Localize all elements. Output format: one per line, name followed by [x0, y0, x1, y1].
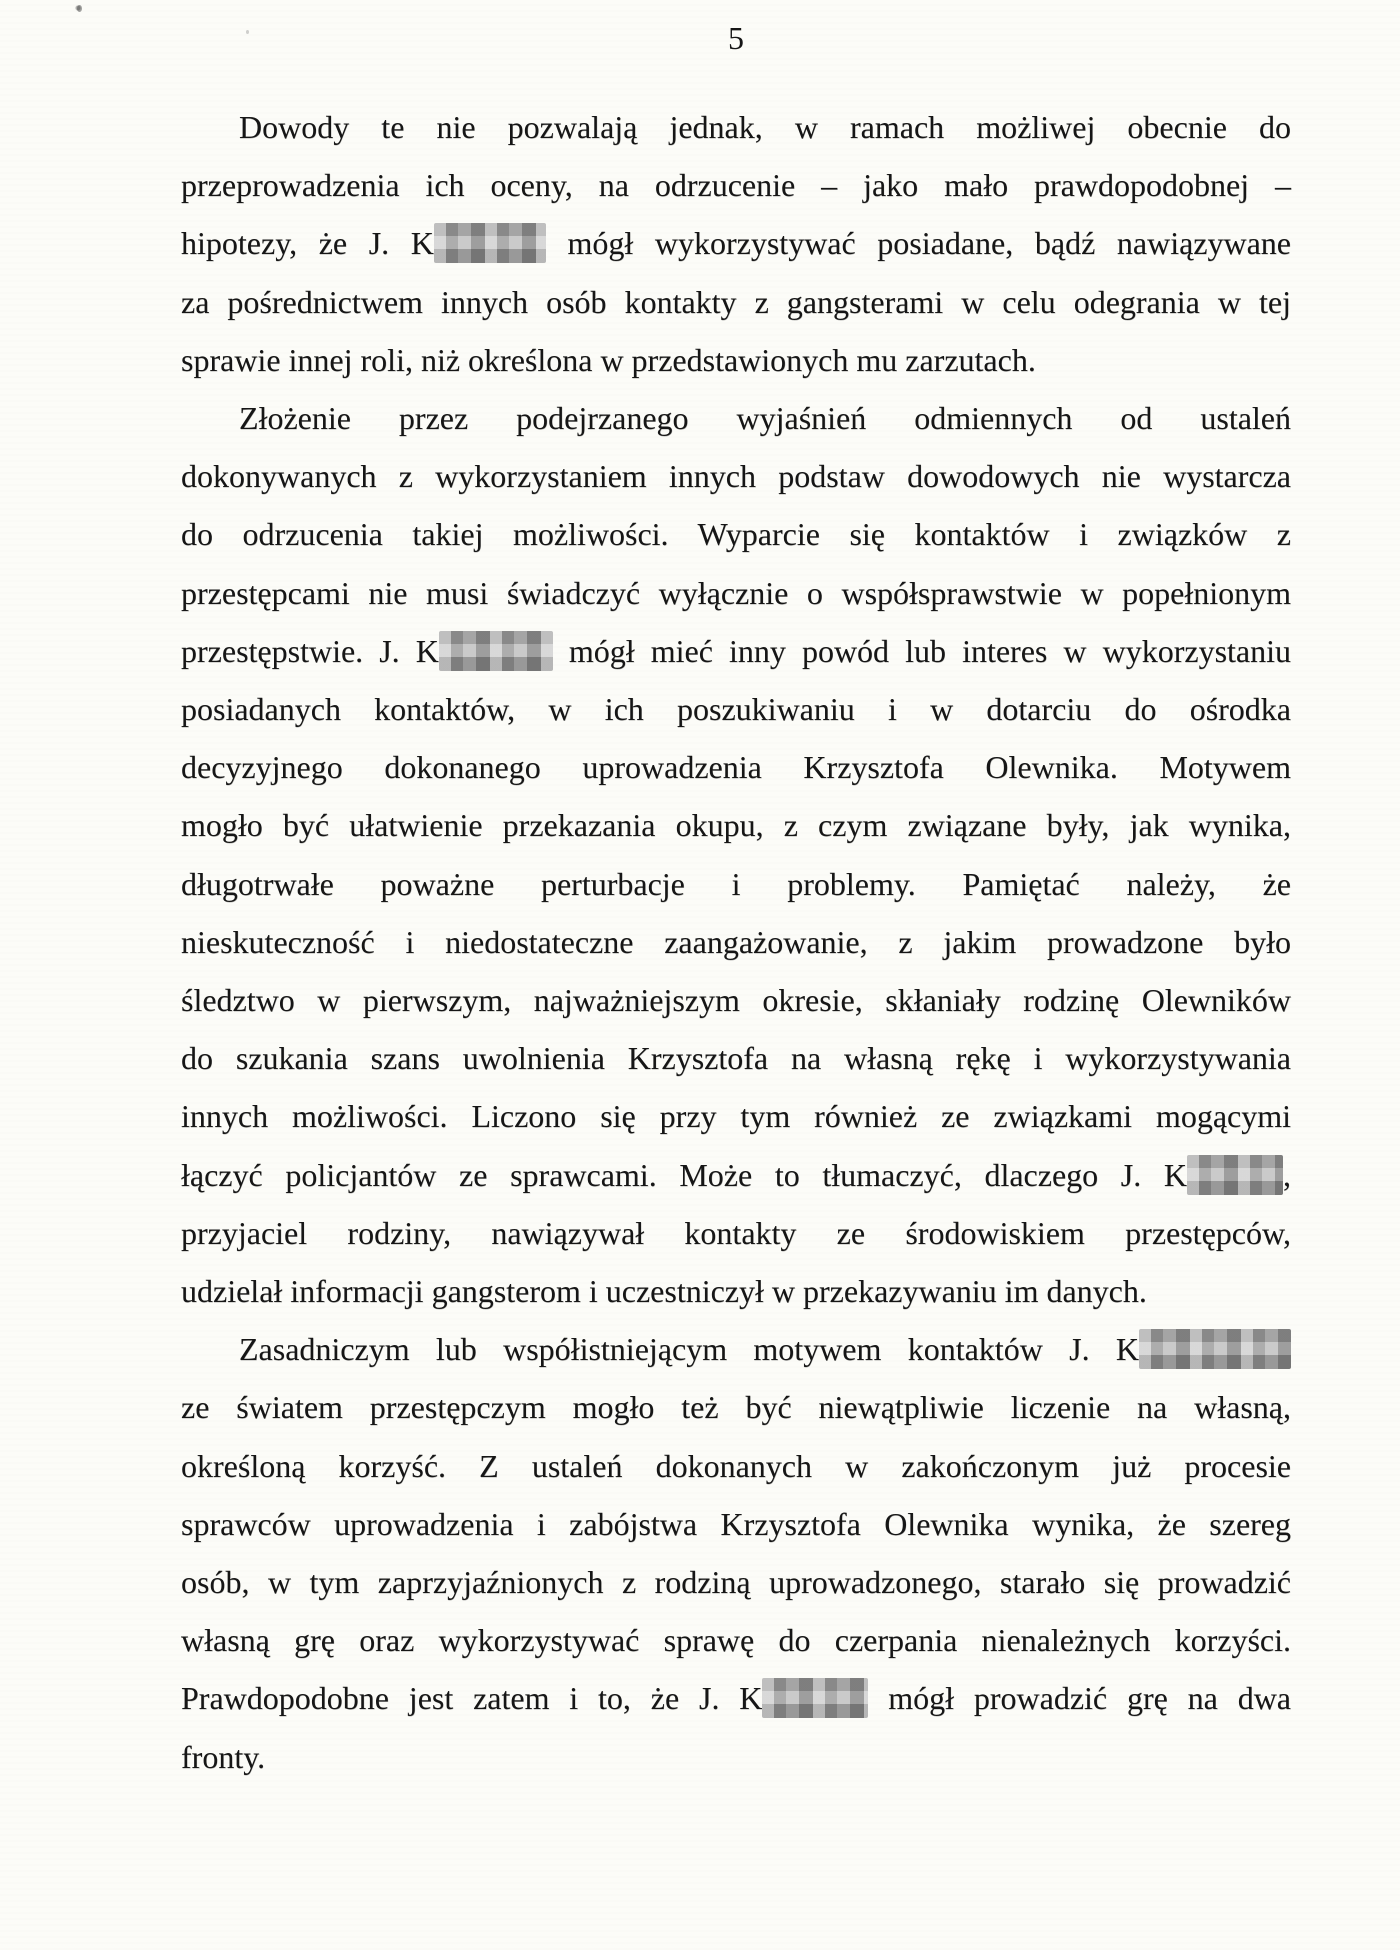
text-segment: przestępcami nie musi świadczyć wyłącznie o współsprawstwie w popełnionym	[181, 574, 1291, 611]
text-segment: udzielał informacji gangsterom i uczestniczył w przekazywaniu im danych.	[181, 1273, 1147, 1310]
redaction-block	[434, 223, 546, 263]
text-segment: łączyć policjantów ze sprawcami. Może to tłumaczyć, dlaczego J. K	[181, 1156, 1187, 1193]
document-body	[181, 98, 1291, 1786]
text-segment: za pośrednictwem innych osób kontakty z gangsterami w celu odegrania w tej	[181, 283, 1291, 320]
text-line	[181, 156, 1291, 214]
text-line	[181, 1669, 1291, 1727]
text-line	[181, 389, 1291, 447]
text-line	[181, 680, 1291, 738]
text-line	[181, 855, 1291, 913]
text-segment: innych możliwości. Liczono się przy tym również ze związkami mogącymi	[181, 1098, 1291, 1135]
text-segment: przestępstwie. J. K	[181, 632, 439, 669]
text-segment: dokonywanych z wykorzystaniem innych podstaw dowodowych nie wystarcza	[181, 458, 1291, 495]
text-line	[181, 331, 1291, 389]
text-line	[181, 1204, 1291, 1262]
text-line	[181, 447, 1291, 505]
text-segment: sprawców uprowadzenia i zabójstwa Krzysztofa Olewnika wynika, że szereg	[181, 1505, 1291, 1542]
text-segment: hipotezy, że J. K	[181, 225, 434, 262]
text-segment: nieskuteczność i niedostateczne zaangażowanie, z jakim prowadzone było	[181, 923, 1291, 960]
text-segment: przeprowadzenia ich oceny, na odrzucenie – jako mało prawdopodobnej –	[181, 167, 1291, 204]
page-number: 5	[728, 20, 744, 56]
text-line	[181, 971, 1291, 1029]
text-line	[181, 505, 1291, 563]
text-line	[181, 1320, 1291, 1378]
text-line	[181, 622, 1291, 680]
text-line	[181, 273, 1291, 331]
text-line	[181, 1378, 1291, 1436]
text-segment: fronty.	[181, 1738, 266, 1775]
text-segment: mogło być ułatwienie przekazania okupu, z czym związane były, jak wynika,	[181, 807, 1291, 844]
text-segment: Złożenie przez podejrzanego wyjaśnień odmiennych od ustaleń	[239, 400, 1291, 437]
text-segment: mógł mieć inny powód lub interes w wykorzystaniu	[552, 632, 1292, 669]
text-line	[181, 1087, 1291, 1145]
redaction-block	[439, 631, 553, 671]
text-line	[181, 796, 1291, 854]
text-line	[181, 1437, 1291, 1495]
text-segment: określoną korzyść. Z ustaleń dokonanych w zakończonym już procesie	[181, 1447, 1291, 1484]
text-segment: mógł prowadzić grę na dwa	[868, 1680, 1292, 1717]
text-line	[181, 214, 1291, 272]
text-line	[181, 1495, 1291, 1553]
text-segment: do odrzucenia takiej możliwości. Wyparcie się kontaktów i związków z	[181, 516, 1291, 553]
text-segment: osób, w tym zaprzyjaźnionych z rodziną uprowadzonego, starało się prowadzić	[181, 1564, 1291, 1601]
text-line	[181, 913, 1291, 971]
text-line	[181, 738, 1291, 796]
text-line	[181, 564, 1291, 622]
text-line	[181, 1029, 1291, 1087]
redaction-block	[762, 1678, 868, 1718]
text-segment: sprawie innej roli, niż określona w przedstawionych mu zarzutach.	[181, 341, 1036, 378]
text-segment: do szukania szans uwolnienia Krzysztofa na własną rękę i wykorzystywania	[181, 1040, 1291, 1077]
text-line	[181, 1146, 1291, 1204]
text-line	[181, 1262, 1291, 1320]
text-segment: Prawdopodobne jest zatem i to, że J. K	[181, 1680, 763, 1717]
redaction-block	[1139, 1329, 1291, 1369]
text-segment: Dowody te nie pozwalają jednak, w ramach możliwej obecnie do	[239, 109, 1291, 145]
text-segment: ,	[1283, 1156, 1291, 1193]
text-segment: własną grę oraz wykorzystywać sprawę do czerpania nienależnych korzyści.	[181, 1622, 1291, 1659]
text-line	[181, 1728, 1291, 1786]
scan-speck	[77, 5, 82, 12]
text-line	[181, 1611, 1291, 1669]
text-line	[181, 1553, 1291, 1611]
redaction-block	[1187, 1155, 1283, 1195]
text-segment: śledztwo w pierwszym, najważniejszym okresie, skłaniały rodzinę Olewników	[181, 982, 1291, 1019]
text-segment: posiadanych kontaktów, w ich poszukiwaniu i w dotarciu do ośrodka	[181, 691, 1291, 728]
text-segment: Zasadniczym lub współistniejącym motywem kontaktów J. K	[239, 1331, 1139, 1368]
text-segment: mógł wykorzystywać posiadane, bądź nawiązywane	[545, 225, 1292, 262]
text-segment: przyjaciel rodziny, nawiązywał kontakty ze środowiskiem przestępców,	[181, 1214, 1291, 1251]
text-segment: ze światem przestępczym mogło też być niewątpliwie liczenie na własną,	[181, 1389, 1291, 1426]
text-line	[181, 98, 1291, 156]
text-segment: decyzyjnego dokonanego uprowadzenia Krzysztofa Olewnika. Motywem	[181, 749, 1291, 786]
text-segment: długotrwałe poważne perturbacje i problemy. Pamiętać należy, że	[181, 865, 1291, 902]
